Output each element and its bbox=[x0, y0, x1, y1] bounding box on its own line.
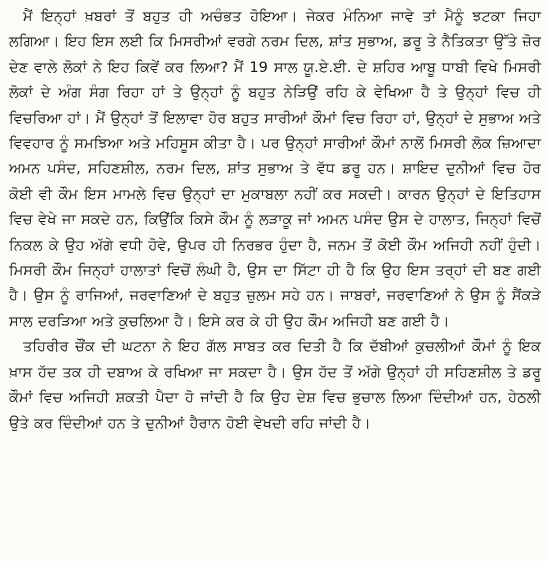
article-paragraph-1: ਮੈਂ ਇਨ੍ਹਾਂ ਖ਼ਬਰਾਂ ਤੋਂ ਬਹੁਤ ਹੀ ਅਚੰਭਤ ਹੋਇਆ। ਜੇਕਰ ਮੰਨਿਆ ਜਾਵੇ ਤਾਂ ਮੈਨੂੰ ਝਟਕਾ ਜਿਹਾ ਲਗਿਆ। ਇਹ ਇਸ ਲਈ ਕਿ ਮਿਸਰੀਆਂ ਵਰਗੇ ਨਰਮ ਦਿਲ, ਸ਼ਾਂਤ ਸੁਭਾਅ, ਡਰੂ ਤੇ ਨੈਤਿਕਤਾ ਉੱਤੇ ਜ਼ੋਰ ਦੇਣ ਵਾਲੇ ਲੋਕਾਂ ਨੇ ਇਹ ਕਿਵੇਂ ਕਰ ਲਿਆ? ਮੈਂ 19 ਸਾਲ ਯੂ.ਏ.ਈ. ਦੇ ਸ਼ਹਿਰ ਆਬੂ ਧਾਬੀ ਵਿਖੇ ਮਿਸਰੀ ਲੋਕਾਂ ਦੇ ਅੰਗ ਸੰਗ ਰਿਹਾ ਹਾਂ ਤੇ ਉਨ੍ਹਾਂ ਨੂੰ ਬਹੁਤ ਨੇੜਿਉਂ ਰਹਿ ਕੇ ਵੇਖਿਆ ਹੈ ਤੇ ਉਨ੍ਹਾਂ ਵਿਚ ਹੀ ਵਿਚਰਿਆ ਹਾਂ। ਮੈਂ ਉਨ੍ਹਾਂ ਤੋਂ ਇਲਾਵਾ ਹੋਰ ਬਹੁਤ ਸਾਰੀਆਂ ਕੌਮਾਂ ਵਿਚ ਰਿਹਾ ਹਾਂ, ਉਨ੍ਹਾਂ ਦੇ ਸੁਭਾਅ ਅਤੇ ਵਿਵਹਾਰ ਨੂੰ ਸਮਝਿਆ ਅਤੇ ਮਹਿਸੂਸ ਕੀਤਾ ਹੈ। ਪਰ ਉਨ੍ਹਾਂ ਸਾਰੀਆਂ ਕੌਮਾਂ ਨਾਲੋਂ ਮਿਸਰੀ ਲੋਕ ਜ਼ਿਆਦਾ ਅਮਨ ਪਸੰਦ, ਸਹਿਣਸ਼ੀਲ, ਨਰਮ ਦਿਲ, ਸ਼ਾਂਤ ਸੁਭਾਅ ਤੇ ਵੱਧ ਡਰੂ ਹਨ। ਸ਼ਾਇਦ ਦੁਨੀਆਂ ਵਿਚ ਹੋਰ ਕੋਈ ਵੀ ਕੌਮ ਇਸ ਮਾਮਲੇ ਵਿਚ ਉਨ੍ਹਾਂ ਦਾ ਮੁਕਾਬਲਾ ਨਹੀਂ ਕਰ ਸਕਦੀ। ਕਾਰਨ ਉਨ੍ਹਾਂ ਦੇ ਇਤਿਹਾਸ ਵਿਚ ਵੇਖੇ ਜਾ ਸਕਦੇ ਹਨ, ਕਿਉਂਕਿ ਕਿਸੇ ਕੌਮ ਨੂੰ ਲੜਾਕੂ ਜਾਂ ਅਮਨ ਪਸੰਦ ਉਸ ਦੇ ਹਾਲਾਤ, ਜਿਨ੍ਹਾਂ ਵਿਚੋਂ ਨਿਕਲ ਕੇ ਉਹ ਅੱਗੇ ਵਧੀ ਹੋਵੇ, ਉਪਰ ਹੀ ਨਿਰਭਰ ਹੁੰਦਾ ਹੈ, ਜਨਮ ਤੋਂ ਕੋਈ ਕੌਮ ਅਜਿਹੀ ਨਹੀਂ ਹੁੰਦੀ। ਮਿਸਰੀ ਕੌਮ ਜਿਨ੍ਹਾਂ ਹਾਲਾਤਾਂ ਵਿਚੋਂ ਲੰਘੀ ਹੈ, ਉਸ ਦਾ ਸਿੱਟਾ ਹੀ ਹੈ ਕਿ ਉਹ ਇਸ ਤਰ੍ਹਾਂ ਦੀ ਬਣ ਗਈ ਹੈ। ਉਸ ਨੂੰ ਰਾਜਿਆਂ, ਜਰਵਾਣਿਆਂ ਦੇ ਬਹੁਤ ਜ਼ੁਲਮ ਸਹੇ ਹਨ। ਜਾਬਰਾਂ, ਜਰਵਾਣਿਆਂ ਨੇ ਉਸ ਨੂੰ ਸੈਂਕੜੇ ਸਾਲ ਦਰੜਿਆ ਅਤੇ ਕੁਚਲਿਆ ਹੈ। ਇਸੇ ਕਰ ਕੇ ਹੀ ਉਹ ਕੌਮ ਅਜਿਹੀ ਬਣ ਗਈ ਹੈ। bbox=[9, 8, 541, 330]
article-paragraph-2: ਤਹਿਰੀਰ ਚੌਂਕ ਦੀ ਘਟਨਾ ਨੇ ਇਹ ਗੱਲ ਸਾਬਤ ਕਰ ਦਿਤੀ ਹੈ ਕਿ ਦੱਬੀਆਂ ਕੁਚਲੀਆਂ ਕੌਮਾਂ ਨੂੰ ਇਕ ਖ਼ਾਸ ਹੱਦ ਤਕ ਹੀ ਦਬਾਅ ਕੇ ਰਖਿਆ ਜਾ ਸਕਦਾ ਹੈ। ਉਸ ਹੱਦ ਤੋਂ ਅੱਗੇ ਉਨ੍ਹਾਂ ਹੀ ਸਹਿਣਸ਼ੀਲ ਤੇ ਡਰੂ ਕੌਮਾਂ ਵਿਚ ਅਜਿਹੀ ਸ਼ਕਤੀ ਪੈਦਾ ਹੋ ਜਾਂਦੀ ਹੈ ਕਿ ਉਹ ਦੇਸ਼ ਵਿਚ ਭੁਚਾਲ ਲਿਆ ਦਿੰਦੀਆਂ ਹਨ, ਹੇਠਲੀ ਉਤੇ ਕਰ ਦਿੰਦੀਆਂ ਹਨ ਤੇ ਦੁਨੀਆਂ ਹੈਰਾਨ ਹੋਈ ਵੇਖਦੀ ਰਹਿ ਜਾਂਦੀ ਹੈ। bbox=[9, 338, 541, 432]
